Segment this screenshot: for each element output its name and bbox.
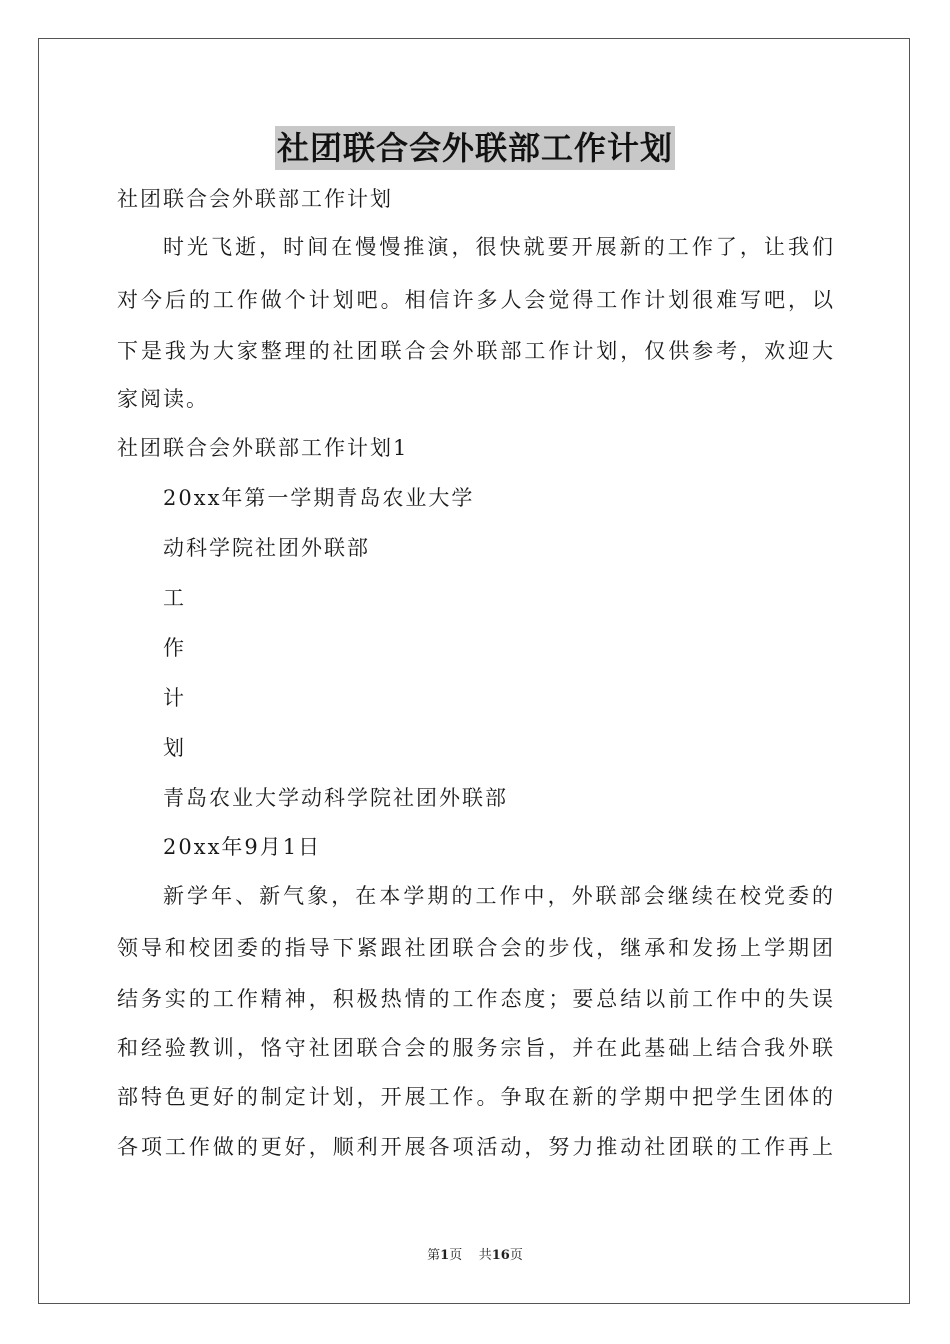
meta-line: 青岛农业大学动科学院社团外联部 bbox=[163, 786, 508, 810]
intro-line: 对今后的工作做个计划吧。相信许多人会觉得工作计划很难写吧，以 bbox=[117, 288, 833, 312]
body-line: 新学年、新气象，在本学期的工作中，外联部会继续在校党委的 bbox=[163, 884, 833, 908]
meta-line: 作 bbox=[163, 636, 186, 660]
meta-line: 工 bbox=[163, 586, 186, 610]
document-subtitle: 社团联合会外联部工作计划 bbox=[117, 187, 393, 211]
intro-line: 下是我为大家整理的社团联合会外联部工作计划，仅供参考，欢迎大 bbox=[117, 339, 833, 363]
body-line: 部特色更好的制定计划，开展工作。争取在新的学期中把学生团体的 bbox=[117, 1085, 833, 1109]
page-label-suffix: 页 bbox=[449, 1248, 463, 1263]
total-label-suffix: 页 bbox=[509, 1248, 523, 1263]
meta-line: 20xx年9月1日 bbox=[163, 835, 322, 859]
meta-line: 划 bbox=[163, 736, 186, 760]
intro-line: 家阅读。 bbox=[117, 387, 209, 411]
page-border bbox=[38, 38, 910, 1304]
section-heading: 社团联合会外联部工作计划1 bbox=[117, 436, 409, 460]
page-footer bbox=[0, 1247, 950, 1265]
page-label-prefix: 第 bbox=[427, 1248, 441, 1263]
body-line: 各项工作做的更好，顺利开展各项活动，努力推动社团联的工作再上 bbox=[117, 1135, 833, 1159]
page-number: 1 bbox=[440, 1248, 450, 1263]
body-line: 和经验教训，恪守社团联合会的服务宗旨，并在此基础上结合我外联 bbox=[117, 1036, 833, 1060]
title-container bbox=[0, 126, 950, 170]
body-line: 领导和校团委的指导下紧跟社团联合会的步伐，继承和发扬上学期团 bbox=[117, 936, 833, 960]
intro-line: 时光飞逝，时间在慢慢推演，很快就要开展新的工作了，让我们 bbox=[163, 235, 833, 259]
body-line: 结务实的工作精神，积极热情的工作态度；要总结以前工作中的失误 bbox=[117, 987, 833, 1011]
document-title: 社团联合会外联部工作计划 bbox=[275, 126, 675, 170]
total-label-prefix: 共 bbox=[478, 1248, 492, 1263]
meta-line: 动科学院社团外联部 bbox=[163, 536, 370, 560]
meta-line: 计 bbox=[163, 686, 186, 710]
meta-line: 20xx年第一学期青岛农业大学 bbox=[163, 486, 475, 510]
total-pages: 16 bbox=[491, 1248, 510, 1263]
